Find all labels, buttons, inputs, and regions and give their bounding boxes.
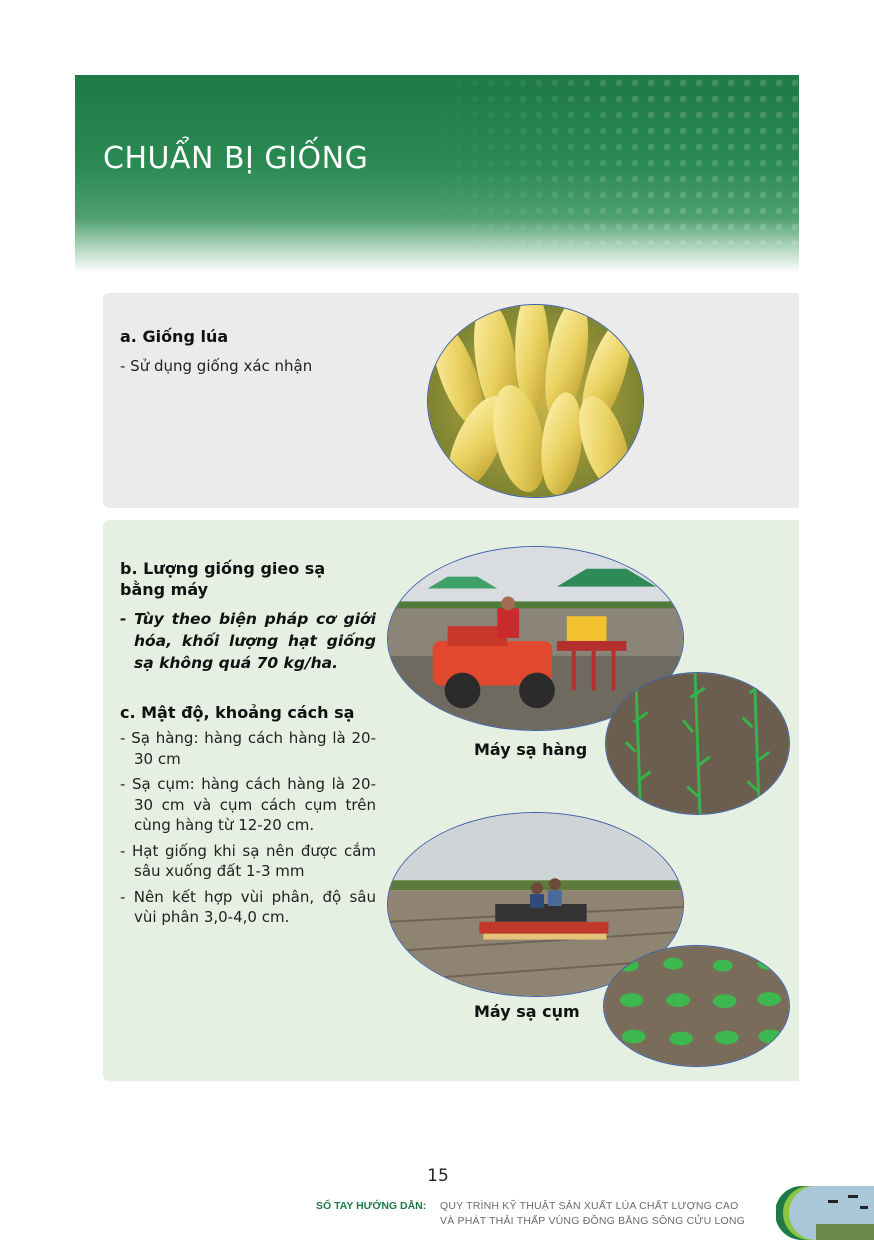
row-seedlings-photo bbox=[605, 672, 790, 815]
section-c-item: - Nên kết hợp vùi phân, độ sâu vùi phân 3,0-4,0 cm. bbox=[120, 887, 376, 926]
section-c-title: c. Mật độ, khoảng cách sạ bbox=[120, 703, 355, 722]
section-a-title: a. Giống lúa bbox=[120, 327, 229, 346]
cluster-seedlings-photo bbox=[603, 945, 790, 1067]
footer-title-line-1: QUY TRÌNH KỸ THUẬT SẢN XUẤT LÚA CHẤT LƯỢNG CAO bbox=[440, 1200, 739, 1212]
rice-grain-photo bbox=[427, 304, 644, 498]
footer-label: SỐ TAY HƯỚNG DẪN: bbox=[316, 1200, 427, 1212]
footer-title-line-2: VÀ PHÁT THẢI THẤP VÙNG ĐỒNG BẰNG SÔNG CỬU LONG bbox=[440, 1215, 746, 1227]
footer-drone-badge bbox=[776, 1186, 874, 1240]
section-c-item: - Hạt giống khi sạ nên được cắm sâu xuống đất 1-3 mm bbox=[120, 841, 376, 880]
section-b-list bbox=[120, 608, 376, 674]
section-a-item: - Sử dụng giống xác nhận bbox=[120, 357, 313, 375]
row-seeder-caption: Máy sạ hàng bbox=[474, 740, 588, 759]
section-b-title: b. Lượng giống gieo sạ bằng máy bbox=[120, 559, 326, 599]
banner-dot-pattern bbox=[419, 75, 799, 245]
cluster-seeder-caption: Máy sạ cụm bbox=[474, 1002, 580, 1021]
title-banner bbox=[75, 75, 799, 273]
section-c-item: - Sạ hàng: hàng cách hàng là 20-30 cm bbox=[120, 729, 376, 768]
section-c-list bbox=[120, 728, 376, 933]
page-number: 15 bbox=[427, 1166, 449, 1186]
section-c-item: - Sạ cụm: hàng cách hàng là 20-30 cm và cụm cách cụm trên cùng hàng từ 12-20 cm. bbox=[120, 775, 376, 834]
section-b-item: - Tùy theo biện pháp cơ giới hóa, khối lượng hạt giống sạ không quá 70 kg/ha. bbox=[120, 610, 376, 672]
page-title: CHUẨN BỊ GIỐNG bbox=[103, 141, 369, 176]
